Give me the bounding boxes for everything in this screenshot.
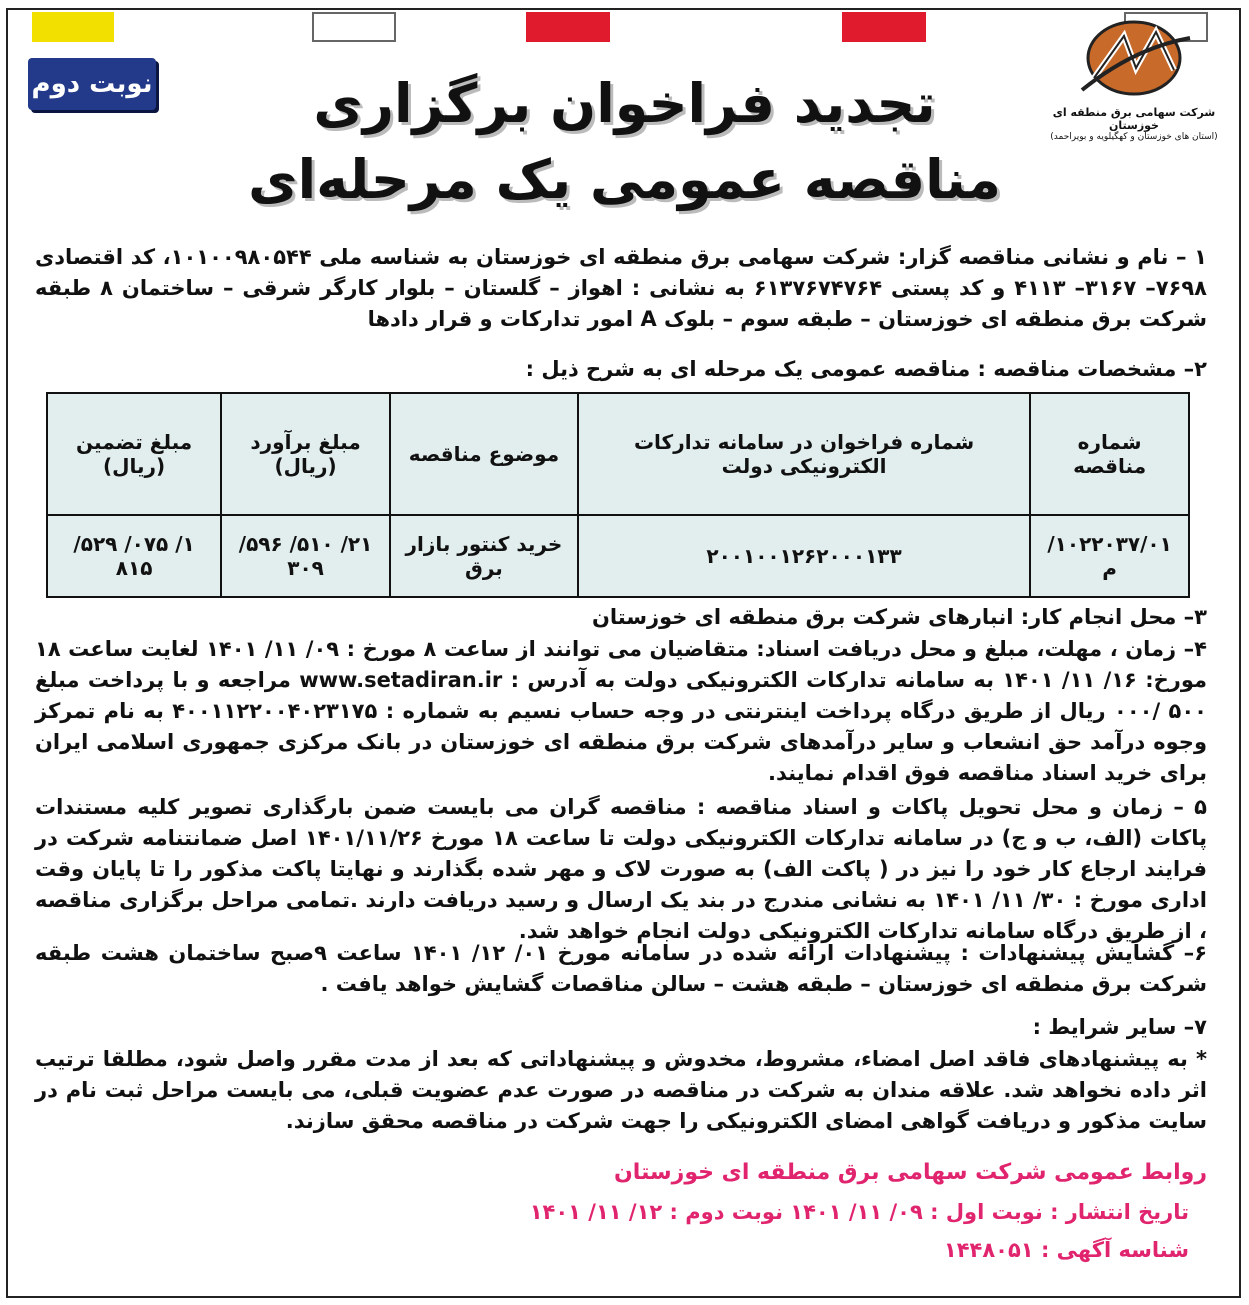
header-subject: موضوع مناقصه xyxy=(390,393,578,515)
logo-company-name: شرکت سهامی برق منطقه ای خوزستان xyxy=(1052,106,1216,132)
cell-tender-number: ۱۰۲۲۰۳۷/۰۱/ م xyxy=(1030,515,1189,597)
section-5-submission: ۵ – زمان و محل تحویل پاکات و اسناد مناقصه : مناقصه گران می بایست ضمن بارگذاری تصویر کلیه مستندات پاکات (الف، ب و ج) در سامانه تدارکات الکترونیکی دولت تا ساعت ۱۸ مورخ ۱۴۰۱/۱۱/۲۶ اصل ضمانتنامه شرکت در فرایند ارجاع کار خود را نیز در ( پاکت الف) به صورت لاک و مهر شده بگذارند و نهایتا پاکت مذکور را تا پایان وقت اداری مورخ : ۳۰/ ۱۱/ ۱۴۰۱ به نشانی مندرج در بند یک ارسال و رسید دریافت دارند .تمامی مراحل برگزاری مناقصه ، از طریق درگاه سامانه تدارکات الکترونیکی دولت انجام خواهد شد. xyxy=(35,795,1208,943)
cell-subject: خرید کنتور بازار برق xyxy=(390,515,578,597)
ad-title-line2: مناقصه عمومی یک مرحله‌ای xyxy=(248,148,1001,211)
section-6-opening: ۶– گشایش پیشنهادات : پیشنهادات ارائه شده در سامانه مورخ ۰۱/ ۱۲/ ۱۴۰۱ ساعت ۹صبح ساختمان هشت طبقه شرکت برق منطقه ای خوزستان – طبقه هشت – سالن مناقصات گشایش خواهد یافت . xyxy=(35,941,1208,996)
section-7-conditions: ۷– سایر شرایط : xyxy=(1032,1015,1207,1039)
round-badge: نوبت دوم xyxy=(28,58,156,110)
cell-guarantee: ۱/ ۰۷۵/ ۵۲۹/ ۸۱۵ xyxy=(47,515,221,597)
cell-call-number: ۲۰۰۱۰۰۱۲۶۲۰۰۰۱۳۳ xyxy=(578,515,1030,597)
table-header-row xyxy=(47,393,1189,515)
tender-table xyxy=(46,392,1190,598)
color-strip-red xyxy=(526,12,610,42)
publication-date: تاریخ انتشار : نوبت اول : ۰۹/ ۱۱/ ۱۴۰۱ نوبت دوم : ۱۲/ ۱۱/ ۱۴۰۱ xyxy=(529,1200,1189,1224)
section-3-location: ۳– محل انجام کار: انبارهای شرکت برق منطقه ای خوزستان xyxy=(591,605,1207,629)
cell-estimate: ۲۱/ ۵۱۰/ ۵۹۶/ ۳۰۹ xyxy=(221,515,390,597)
public-relations-signature: روابط عمومی شرکت سهامی برق منطقه ای خوزستان xyxy=(614,1160,1207,1185)
section-1-tenderer: ۱ – نام و نشانی مناقصه گزار: شرکت سهامی برق منطقه ای خوزستان به شناسه ملی ۱۰۱۰۰۹۸۰۵۴۴، کد اقتصادی ۷۶۹۸– ۳۱۶۷– ۴۱۱۳ و کد پستی ۶۱۳۷۶۷۴۷۶۴ به نشانی : اهواز – گلستان – بلوار کارگر شرقی – ساختمان ۸ طبقه شرکت برق منطقه ای خوزستان – طبقه سوم – بلوک A امور تدارکات و قرار دادها xyxy=(35,245,1207,331)
color-strip-yellow xyxy=(32,12,114,42)
header-guarantee: مبلغ تضمین (ریال) xyxy=(47,393,221,515)
header-estimate: مبلغ برآورد (ریال) xyxy=(221,393,390,515)
logo-company-sub: (استان های خوزستان و کهگیلویه و بویراحمد) xyxy=(1050,132,1218,142)
header-tender-number: شماره مناقصه xyxy=(1030,393,1189,515)
color-strip-red xyxy=(842,12,926,42)
table-row xyxy=(47,515,1189,597)
section-4-documents: ۴– زمان ، مهلت، مبلغ و محل دریافت اسناد: متقاضیان می توانند از ساعت ۸ مورخ : ۰۹/ ۱۱/ ۱۴۰۱ لغایت ساعت ۱۸ مورخ: ۱۶/ ۱۱/ ۱۴۰۱ به سامانه تدارکات الکترونیکی دولت به آدرس : www.setadiran.ir مراجعه و با پرداخت مبلغ ۵۰۰ /۰۰۰ ریال از طریق درگاه پرداخت اینترنتی در وجه حساب نسیم به شماره : ۴۰۰۱۱۲۲۰۰۴۰۲۳۱۷۵ به نام تمرکز وجوه درآمد حق انشعاب و سایر درآمدهای شرکت برق منطقه ای خوزستان در بانک مرکزی جمهوری اسلامی ایران برای خرید اسناد مناقصه فوق اقدام نمایند. xyxy=(35,637,1207,785)
header-call-number: شماره فراخوان در سامانه تدارکات الکترونیکی دولت xyxy=(578,393,1030,515)
ad-title-line1: تجدید فراخوان برگزاری xyxy=(313,72,936,135)
section-7-conditions-text: * به پیشنهادهای فاقد اصل امضاء، مشروط، مخدوش و پیشنهاداتی که بعد از مدت مقرر واصل شود، مطلقا ترتیب اثر داده نخواهد شد. علاقه مندان به شرکت در مناقصه در صورت عدم عضویت قبلی، می بایست مراحل ثبت نام در سایت مذکور و دریافت گواهی امضای الکترونیکی را جهت شرکت در مناقصه محقق سازند. xyxy=(35,1047,1207,1133)
color-strip-white xyxy=(312,12,396,42)
section-2-specs: ۲– مشخصات مناقصه : مناقصه عمومی یک مرحله ای به شرح ذیل : xyxy=(525,357,1207,381)
ad-identifier: شناسه آگهی : ۱۴۴۸۰۵۱ xyxy=(943,1238,1189,1262)
